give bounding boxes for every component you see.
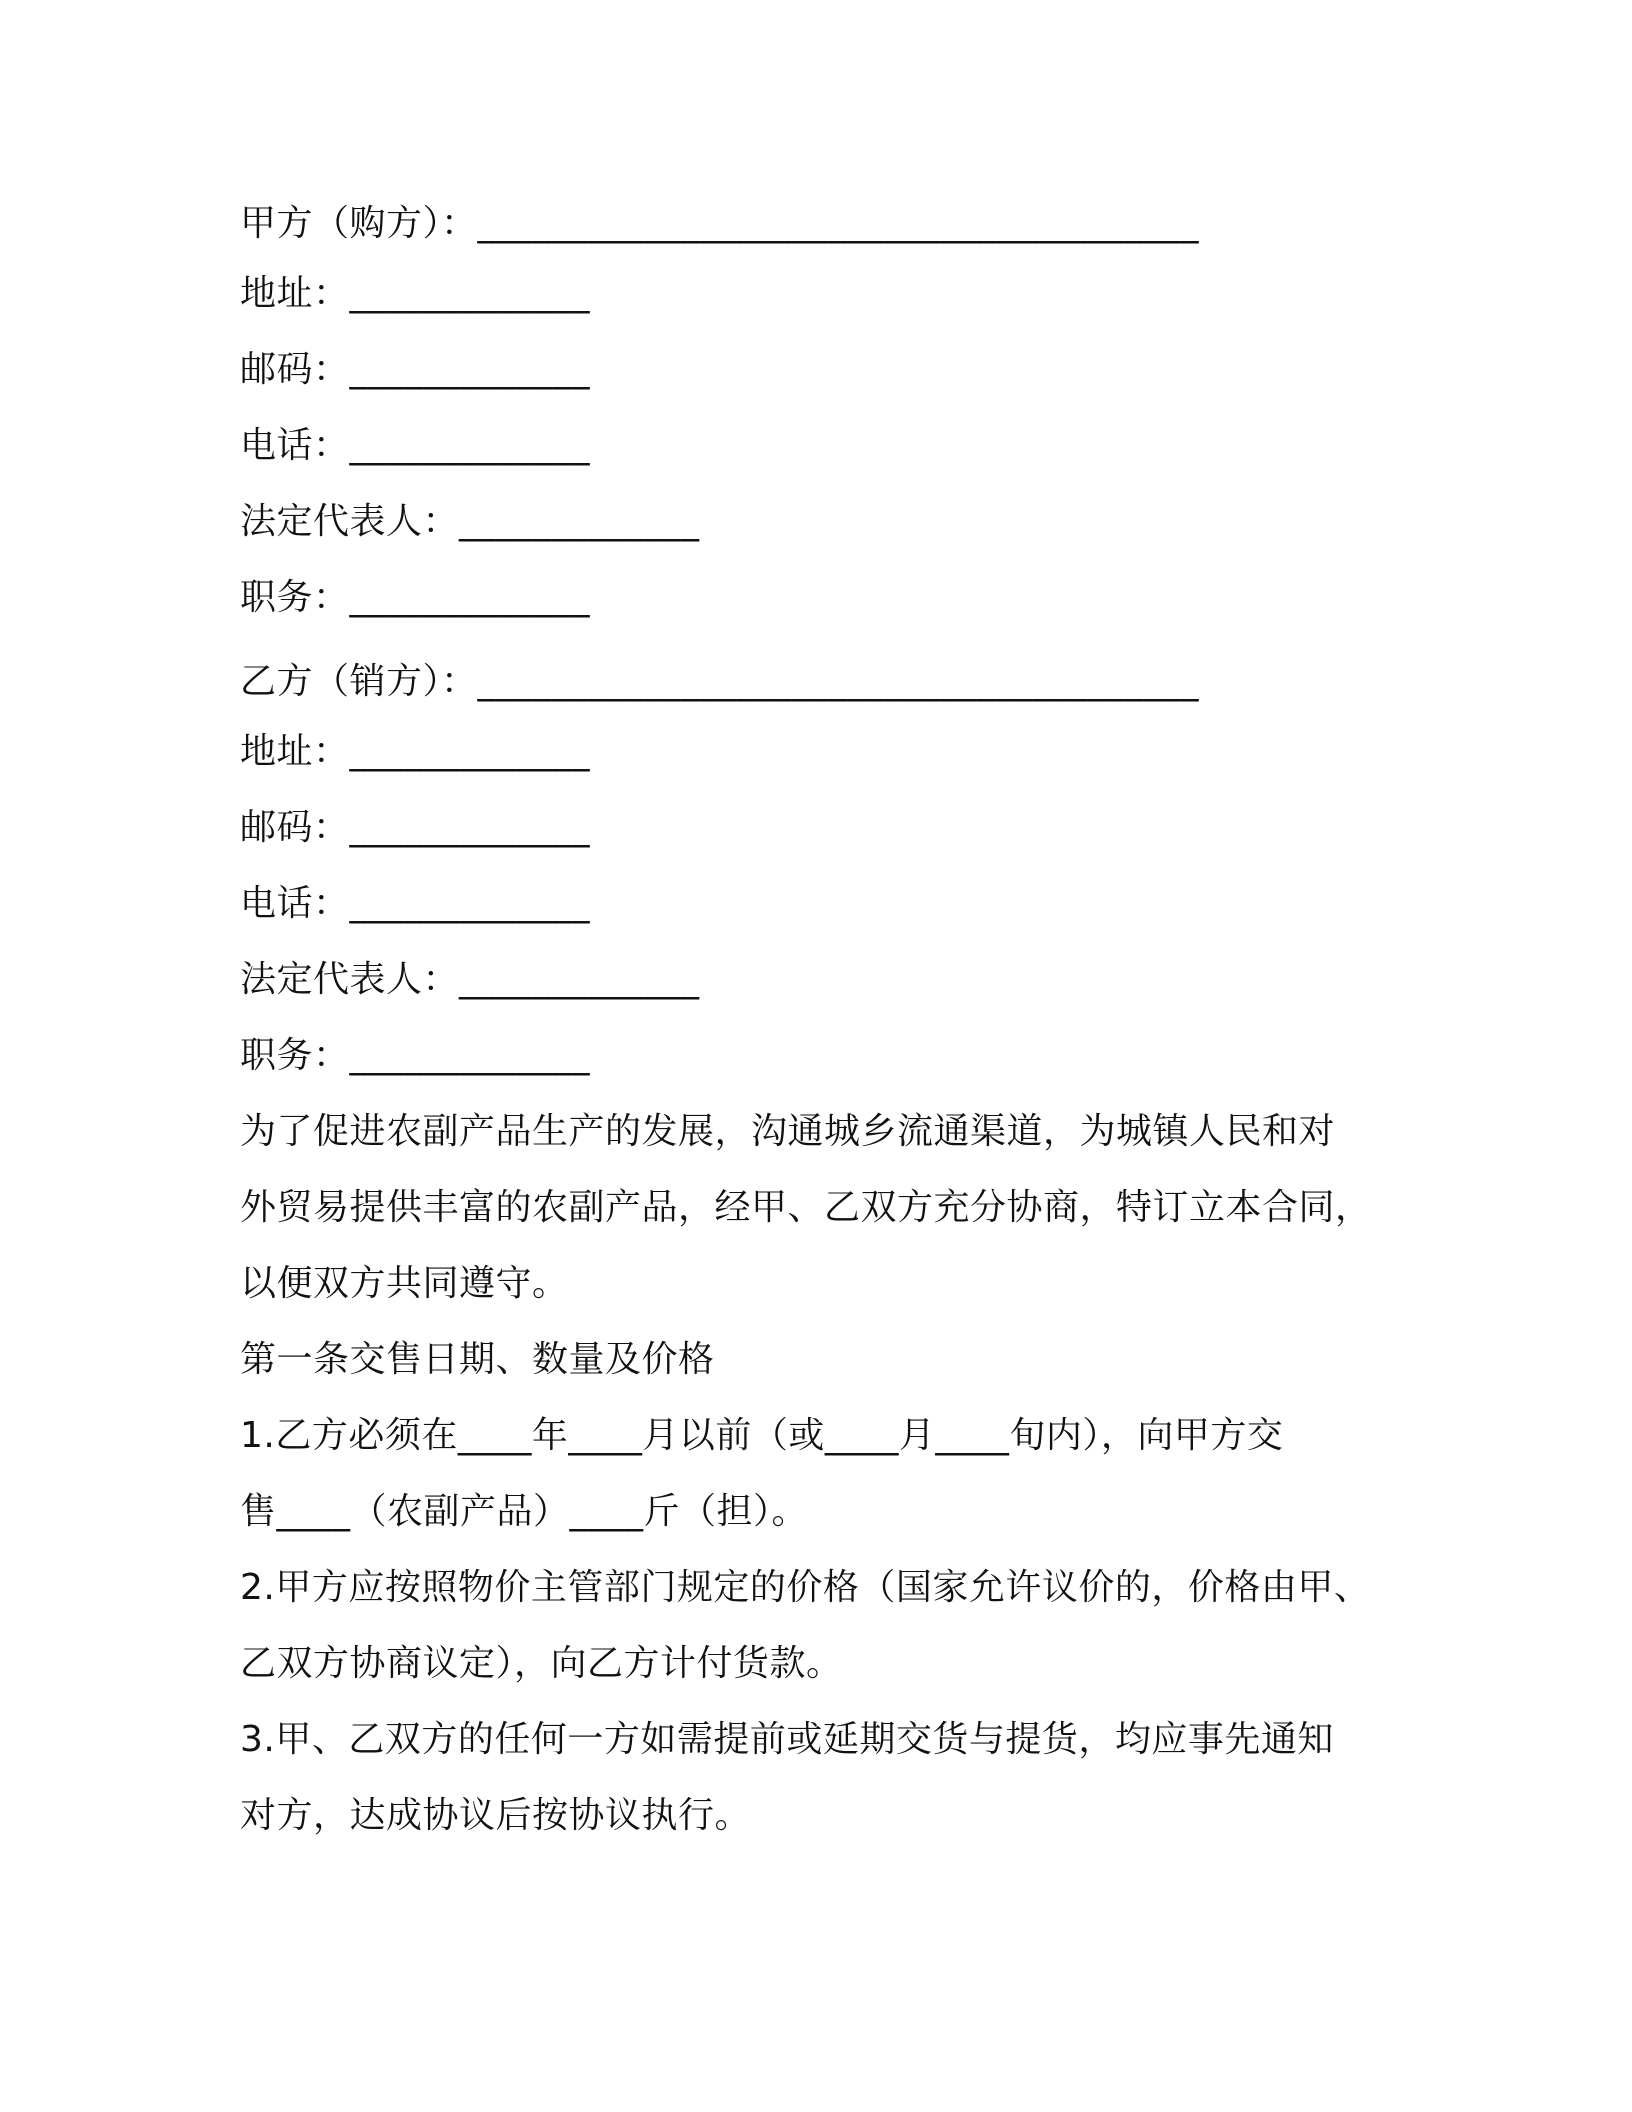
article-1-item-1-line-1: 1.乙方必须在____年____月以前（或____月____旬内），向甲方交 xyxy=(240,1415,1284,1456)
article-1-item-1-line-2: 售____（农副产品）____斤（担）。 xyxy=(240,1491,809,1532)
article-1-item-3-line-1: 3.甲、乙双方的任何一方如需提前或延期交货与提货，均应事先通知 xyxy=(240,1719,1334,1760)
party-a-legal-rep: 法定代表人：_____________ xyxy=(240,501,700,542)
party-a-postcode: 邮码：_____________ xyxy=(240,349,591,390)
preamble-line-1: 为了促进农副产品生产的发展，沟通城乡流通渠道，为城镇人民和对 xyxy=(240,1111,1336,1152)
party-a-heading: 甲方（购方）：_______________________________________ xyxy=(240,203,1200,244)
party-b-heading: 乙方（销方）：_______________________________________ xyxy=(240,661,1200,702)
preamble-line-3: 以便双方共同遵守。 xyxy=(240,1263,569,1304)
article-1-item-3-line-2: 对方，达成协议后按协议执行。 xyxy=(240,1795,752,1836)
contract-page xyxy=(240,0,1400,2112)
party-a-address: 地址：_____________ xyxy=(240,273,591,314)
party-b-postcode: 邮码：_____________ xyxy=(240,807,591,848)
party-b-legal-rep: 法定代表人：_____________ xyxy=(240,959,700,1000)
party-b-phone: 电话：_____________ xyxy=(240,883,591,924)
party-b-position: 职务：_____________ xyxy=(240,1035,591,1076)
article-1-title: 第一条交售日期、数量及价格 xyxy=(240,1339,715,1380)
party-a-position: 职务：_____________ xyxy=(240,577,591,618)
preamble-line-2: 外贸易提供丰富的农副产品，经甲、乙双方充分协商，特订立本合同， xyxy=(240,1187,1372,1228)
party-a-phone: 电话：_____________ xyxy=(240,425,591,466)
article-1-item-2-line-2: 乙双方协商议定），向乙方计付货款。 xyxy=(240,1643,843,1684)
party-b-address: 地址：_____________ xyxy=(240,731,591,772)
article-1-item-2-line-1: 2.甲方应按照物价主管部门规定的价格（国家允许议价的，价格由甲、 xyxy=(240,1567,1371,1608)
